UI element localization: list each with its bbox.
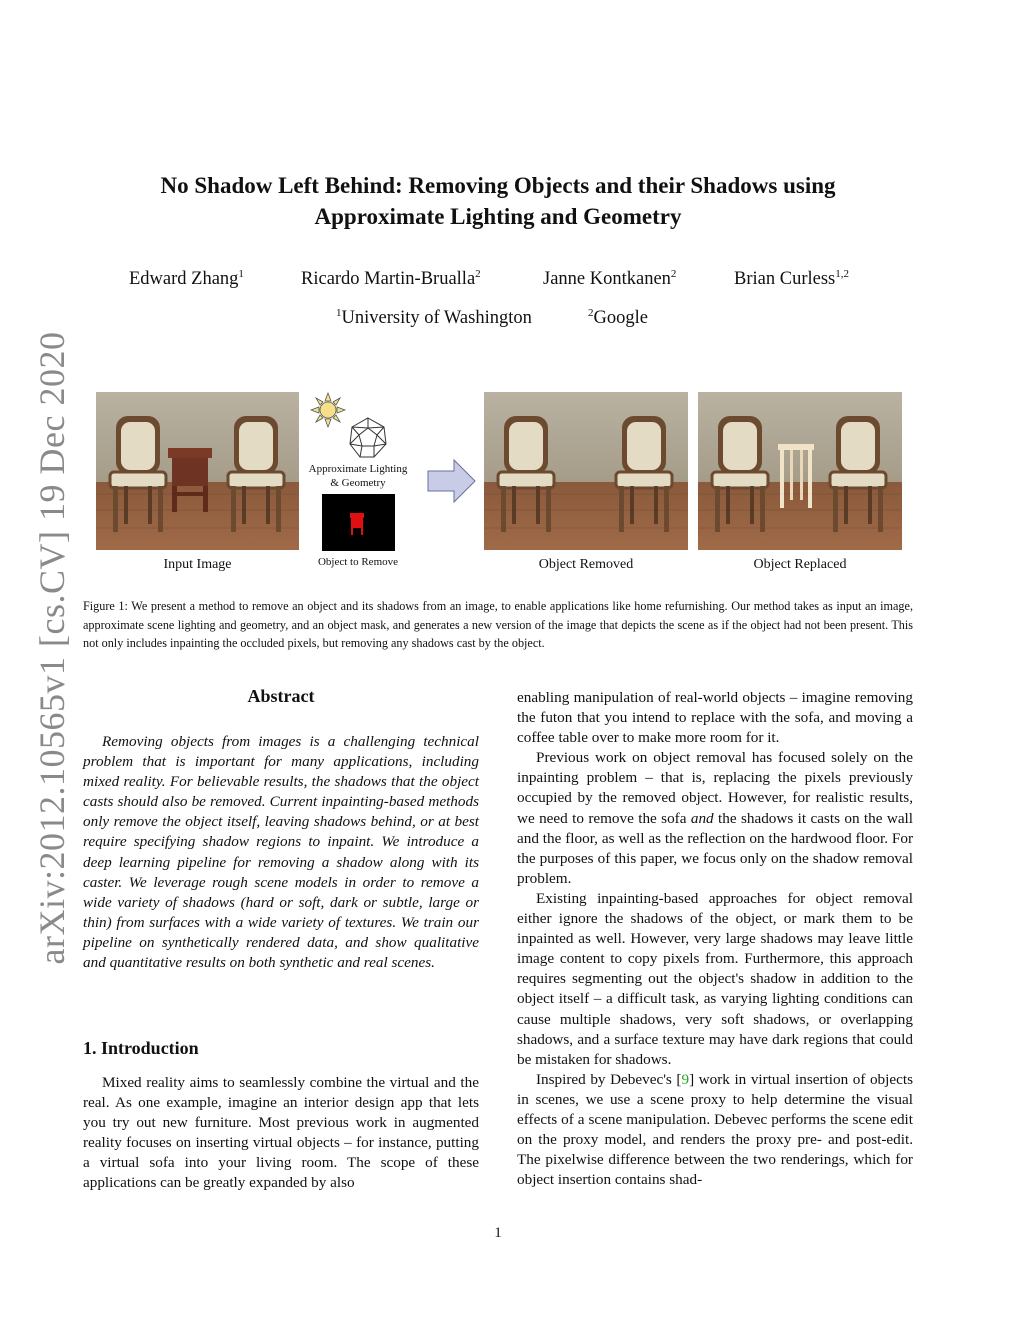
object-mask-image bbox=[322, 494, 395, 551]
object-to-remove-label: Object to Remove bbox=[317, 556, 399, 568]
paragraph: Existing inpainting-based approaches for object removal either ignore the shadows of the object, or mark them to be inpainted as well. However, very large shadows may leave little image content to copy pixels from. Furthermore, this approach requires segmenting out the object's shadow in addition to the object itself – a difficult task, as varying lighting conditions can cause multiple shadows, very soft shadows, or overlapping shadows, and a surface texture may have dark regions that could be mistaken for shadows. bbox=[517, 889, 913, 1068]
arxiv-stamp: arXiv:2012.10565v1 [cs.CV] 19 Dec 2020 bbox=[32, 331, 72, 965]
author: Edward Zhang$^1$ bbox=[129, 268, 244, 290]
affiliation: $^2$Google bbox=[588, 307, 648, 329]
paragraph: enabling manipulation of real-world objects – imagine removing the futon that you intend to replace with the sofa, and moving a coffee table over to make more room for it. bbox=[517, 689, 913, 747]
citation-link[interactable]: 9 bbox=[681, 1070, 690, 1088]
abstract-heading: Abstract bbox=[247, 686, 315, 706]
input-image-label: Input Image bbox=[163, 557, 232, 572]
affiliation: $^1$University of Washington bbox=[336, 307, 532, 329]
paragraph: Previous work on object removal has focused solely on the inpainting problem – that is, replacing the pixels previously occupied by the removed object. However, for realistic results, we need to remove the sofa and the shadows it casts on the wall and the floor, as well as the reflection on the hardwood floor. For the purposes of this paper, we focus only on the shadow removal problem. bbox=[517, 749, 913, 887]
object-removed-image bbox=[484, 392, 688, 550]
page-number: 1 bbox=[494, 1225, 502, 1241]
object-replaced-label: Object Replaced bbox=[753, 557, 847, 572]
geometry-icon bbox=[346, 416, 390, 460]
sun-icon bbox=[310, 392, 346, 428]
paragraph: Inspired by Debevec's [9] work in virtual insertion of objects in scenes, we use a scene proxy to help determine the visual effects of a scene manipulation. Debevec performs the scene edit on the proxy model, and renders the proxy pre- and post-edit. The pixelwise difference between the two renderings, which for object insertion contains shad- bbox=[517, 1070, 913, 1189]
paper-title bbox=[100, 170, 896, 232]
object-replaced-image bbox=[698, 392, 902, 550]
title-line-2: Approximate Lighting and Geometry bbox=[314, 204, 682, 229]
approx-lighting-label: Approximate Lighting & Geometry bbox=[308, 463, 408, 489]
author: Janne Kontkanen$^2$ bbox=[543, 268, 677, 290]
author: Ricardo Martin-Brualla$^2$ bbox=[301, 268, 481, 290]
section-heading-introduction: 1. Introduction bbox=[83, 1038, 199, 1058]
author: Brian Curless$^{1,2}$ bbox=[734, 268, 849, 290]
author-list bbox=[100, 268, 896, 298]
introduction-text: Mixed reality aims to seamlessly combine the virtual and the real. As one example, imagine an interior design app that lets you try out new furniture. Most previous work in augmented reality focuses on inserting virtual objects – for instance, putting a virtual sofa into your living room. The scope of these applications can be greatly expanded by also bbox=[83, 1074, 479, 1192]
title-line-1: No Shadow Left Behind: Removing Objects and their Shadows using bbox=[160, 173, 836, 198]
right-column-text bbox=[517, 688, 913, 1190]
arrow-icon bbox=[427, 458, 477, 504]
abstract-text: Removing objects from images is a challenging technical problem that is important for many applications, including mixed reality. For believable results, the shadows that the object casts should also be removed. Current inpainting-based methods only remove the object itself, leaving shadows behind, or at best require specifying shadow regions to inpaint. We introduce a deep learning pipeline for removing a shadow along with its caster. We leverage rough scene models in order to remove a wide variety of shadows (hard or soft, dark or subtle, large or thin) from surfaces with a wide variety of textures. We train our pipeline on synthetically rendered data, and show qualitative and quantitative results on both synthetic and real scenes. bbox=[83, 733, 479, 972]
input-image bbox=[96, 392, 299, 550]
object-removed-label: Object Removed bbox=[538, 557, 634, 572]
figure-caption: Figure 1: We present a method to remove an object and its shadows from an image, to enable applications like home refurnishing. Our method takes as input an image, approximate scene lighting and geometry, and an object mask, and generates a new version of the image that depicts the scene as if the object had not been present. This not only includes inpainting the occluded pixels, but removing any shadows cast by the object. bbox=[83, 599, 913, 651]
